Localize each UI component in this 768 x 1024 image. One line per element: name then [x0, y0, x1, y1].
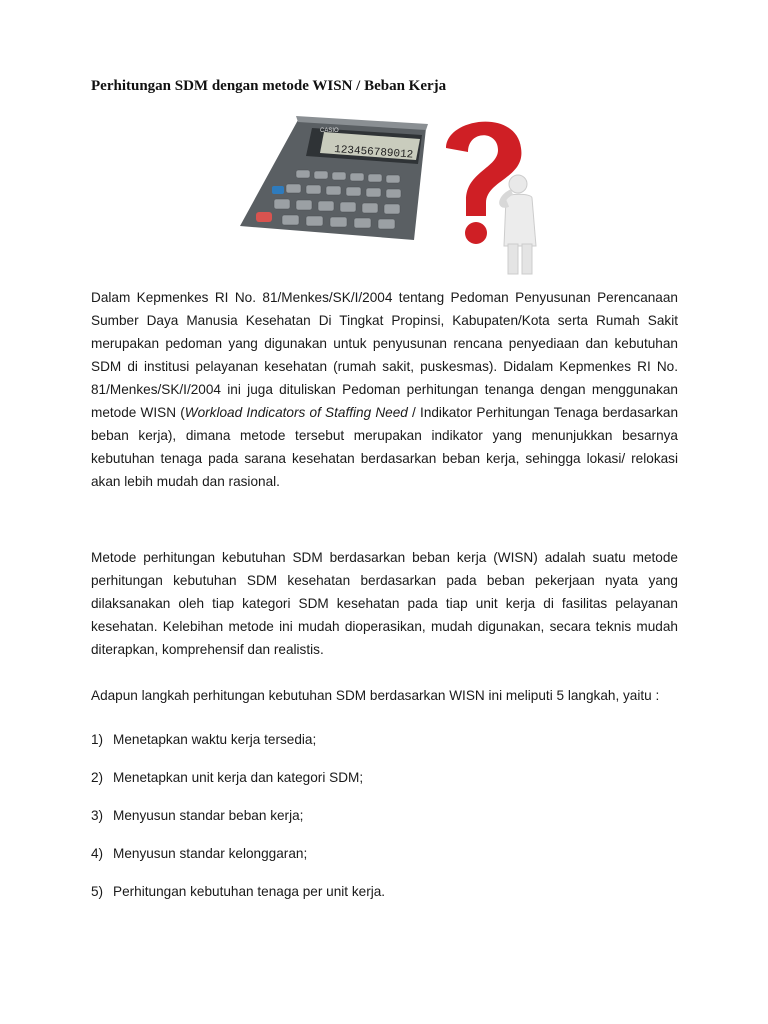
step-text: Menetapkan unit kerja dan kategori SDM;	[113, 770, 364, 785]
step-number: 3)	[91, 808, 104, 823]
step-text: Menyusun standar beban kerja;	[113, 808, 304, 823]
list-item	[91, 882, 678, 920]
step-text: Perhitungan kebutuhan tenaga per unit kerja.	[113, 884, 386, 899]
step-number: 1)	[91, 732, 104, 747]
paragraph-1-text-start: Dalam Kepmenkes RI No. 81/Menkes/SK/I/2004 tentang Pedoman Penyusunan Perencanaan Sumber Daya Manusia Kesehatan Di Tingkat Propinsi, Kabupaten/Kota serta Rumah Sakit merupakan pedoman yang digunakan untuk penyusunan rencana penyediaan dan kebutuhan SDM di institusi pelayanan kesehatan (rumah sakit, puskesmas). Didalam Kepmenkes RI No. 81/Menkes/SK/I/2004 ini juga dituliskan Pedoman perhitungan tenanga dengan menggunakan metode WISN (	[91, 290, 678, 420]
page-title: Perhitungan SDM dengan metode WISN / Beban Kerja	[91, 78, 447, 94]
calculator-question-illustration	[236, 108, 538, 276]
calculator-display: 123456789012	[333, 144, 414, 162]
paragraph-1-italic: Workload Indicators of Staffing Need	[184, 405, 408, 420]
step-number: 2)	[91, 770, 104, 785]
paragraph-1	[91, 286, 678, 493]
list-item	[91, 806, 678, 844]
list-item	[91, 768, 678, 806]
list-item	[91, 844, 678, 882]
calculator-icon	[240, 116, 428, 240]
steps-list	[91, 730, 678, 920]
paragraph-1-text-end: / Indikator Perhitungan Tenaga berdasarkan beban kerja), dimana metode tersebut merupakan indikator yang menunjukkan besarnya kebutuhan tenaga pada sarana kesehatan berdasarkan beban kerja, sehingga lokasi/ relokasi akan lebih mudah dan rasional.	[91, 405, 679, 489]
list-item	[91, 730, 678, 768]
question-person-icon	[446, 122, 536, 274]
step-text: Menyusun standar kelonggaran;	[113, 846, 308, 861]
paragraph-2: Metode perhitungan kebutuhan SDM berdasarkan beban kerja (WISN) adalah suatu metode perhitungan kebutuhan SDM kesehatan berdasarkan pada beban pekerjaan nyata yang dilaksanakan oleh tiap kategori SDM kesehatan pada tiap unit kerja di fasilitas pelayanan kesehatan. Kelebihan metode ini mudah dioperasikan, mudah digunakan, secara teknis mudah diterapkan, komprehensif dan realistis.	[91, 550, 678, 657]
paragraph-3: Adapun langkah perhitungan kebutuhan SDM berdasarkan WISN ini meliputi 5 langkah, yaitu :	[91, 688, 660, 703]
step-number: 4)	[91, 846, 104, 861]
step-number: 5)	[91, 884, 104, 899]
calculator-brand: CASIO	[320, 128, 339, 134]
step-text: Menetapkan waktu kerja tersedia;	[113, 732, 317, 747]
